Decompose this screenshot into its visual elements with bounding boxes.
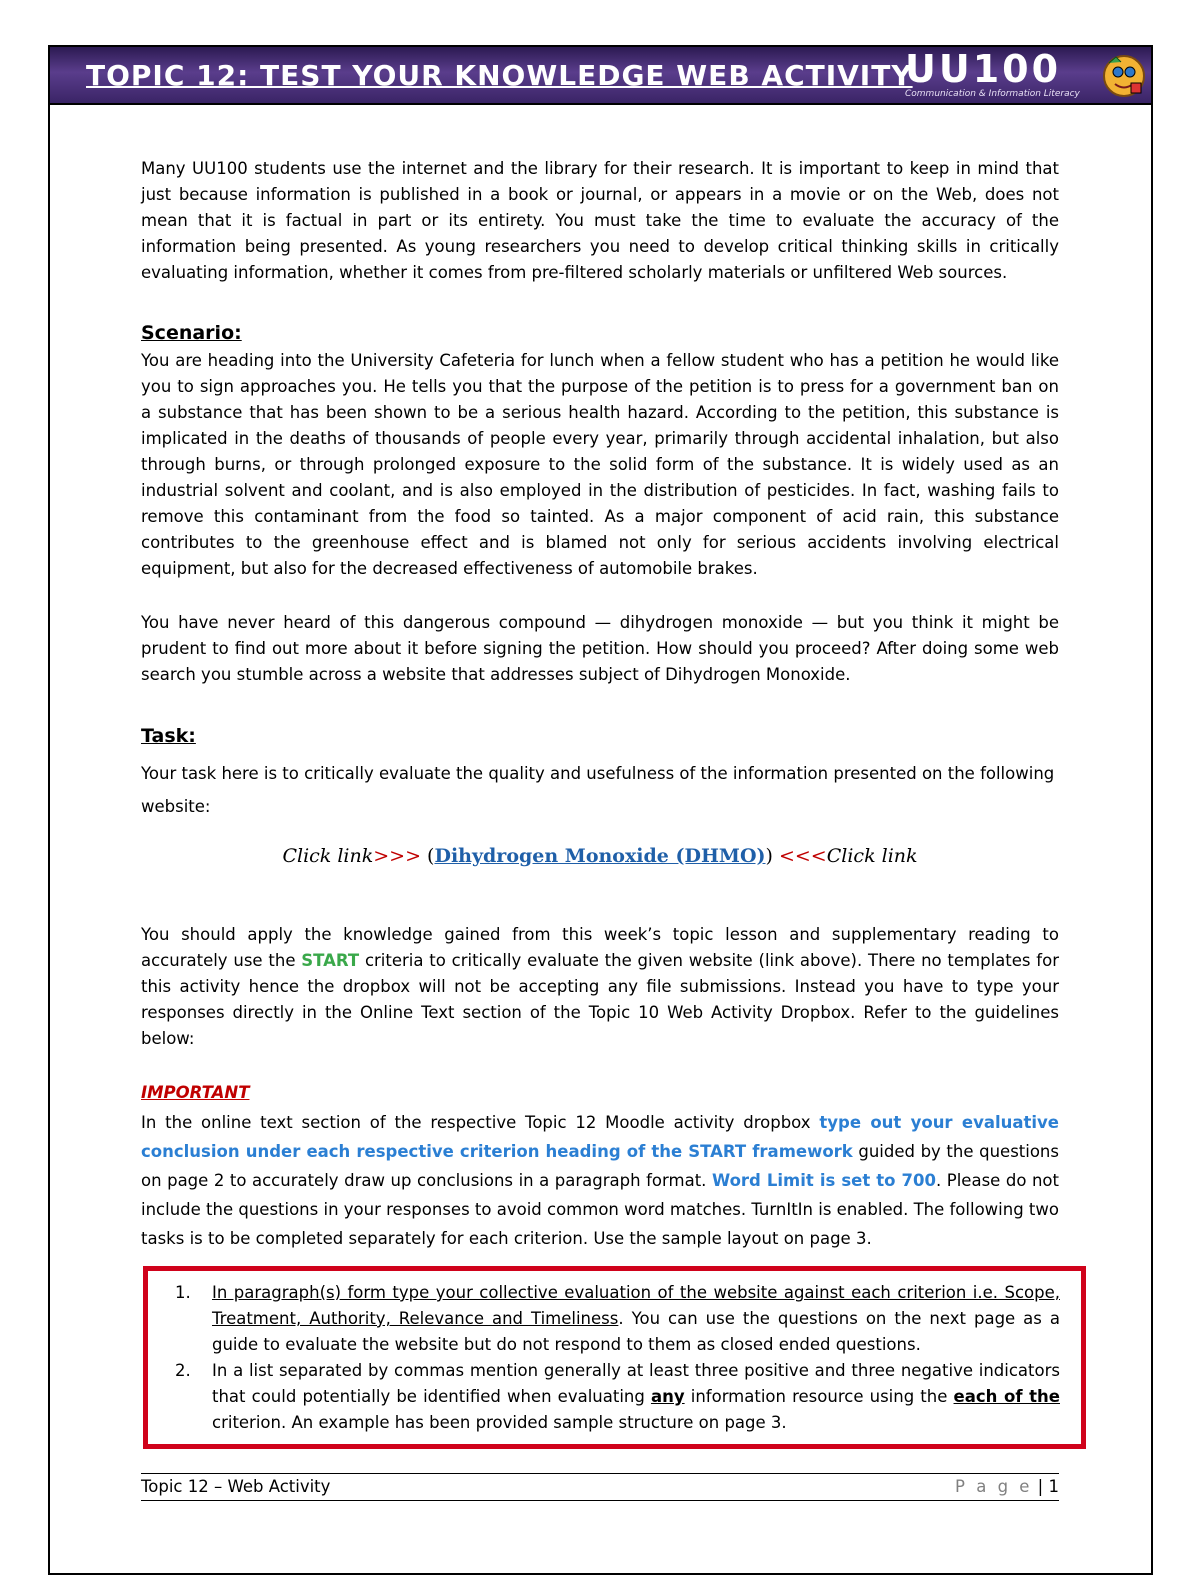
list-item-text: information resource using the bbox=[684, 1387, 954, 1406]
arrows-right: >>> bbox=[373, 845, 422, 867]
header-banner bbox=[48, 45, 1153, 105]
list-item-emphasis: each of the bbox=[953, 1387, 1060, 1406]
important-text-2: guided by the questions on page 2 to accurately draw up conclusions in a paragraph format. bbox=[141, 1142, 1059, 1190]
page-separator: | bbox=[1032, 1477, 1049, 1496]
list-item-text: . You can use the questions on the next page as a guide to evaluate the website but do not respond to them as closed ended questions. bbox=[212, 1309, 1060, 1354]
list-item-text: criterion. An example has been provided sample structure on page 3. bbox=[212, 1413, 787, 1432]
list-item bbox=[175, 1280, 1060, 1358]
instructions-list bbox=[175, 1280, 1060, 1436]
important-paragraph bbox=[141, 1108, 1059, 1253]
task-paragraph: Your task here is to critically evaluate the quality and usefulness of the information presented on the following website: bbox=[141, 764, 1055, 816]
apply-text-2: criteria to critically evaluate the given website (link above). There no templates for this activity hence the dropbox will not be accepting any file submissions. Instead you have to type your responses directly in the Online Text section of the Topic 10 Web Activity Dropbox. Refer to the guidelines below: bbox=[141, 951, 1059, 1048]
page-number-value: 1 bbox=[1048, 1477, 1059, 1496]
click-link-suffix: Click link bbox=[826, 845, 918, 867]
mascot-icon bbox=[1101, 53, 1147, 99]
list-number: 1. bbox=[175, 1283, 191, 1302]
task-heading: Task: bbox=[141, 725, 196, 747]
page-number bbox=[955, 1477, 1059, 1496]
footer-divider-bottom bbox=[141, 1500, 1059, 1501]
scenario-paragraph-2: You have never heard of this dangerous compound — dihydrogen monoxide — but you think it might be prudent to find out more about it before signing the petition. How should you proceed? After doing some web search you stumble across a website that addresses subject of Dihydrogen Monoxide. bbox=[141, 613, 1059, 684]
list-item bbox=[175, 1358, 1060, 1436]
page-label: P a g e bbox=[955, 1477, 1033, 1496]
click-link-prefix: Click link bbox=[282, 845, 374, 867]
paren-close: ) bbox=[765, 845, 779, 867]
dhmo-link-line bbox=[0, 845, 1200, 867]
logo-text: UU100 bbox=[905, 47, 1062, 91]
apply-paragraph bbox=[141, 922, 1059, 1052]
important-text-3: . Please do not include the questions in your responses to avoid common word matches. TurnItIn is enabled. The following two tasks is to be completed separately for each criterion. Use the sample layout on page 3. bbox=[141, 1171, 1059, 1248]
start-keyword: START bbox=[301, 951, 360, 970]
footer-divider bbox=[141, 1473, 1059, 1474]
list-number: 2. bbox=[175, 1361, 191, 1380]
important-text-1: In the online text section of the respective Topic 12 Moodle activity dropbox bbox=[141, 1113, 820, 1132]
apply-text-1: You should apply the knowledge gained from this week’s topic lesson and supplementary reading to accurately use the bbox=[141, 925, 1059, 970]
important-heading: IMPORTANT bbox=[141, 1083, 250, 1102]
word-limit-highlight: Word Limit is set to 700 bbox=[711, 1171, 936, 1190]
list-item-text: In a list separated by commas mention generally at least three positive and three negative indicators that could potentially be identified when evaluating bbox=[212, 1361, 1060, 1406]
page-title: TOPIC 12: TEST YOUR KNOWLEDGE WEB ACTIVITY bbox=[86, 59, 913, 92]
paren-open: ( bbox=[421, 845, 435, 867]
footer-title: Topic 12 – Web Activity bbox=[141, 1477, 331, 1496]
intro-paragraph: Many UU100 students use the internet and the library for their research. It is important to keep in mind that just because information is published in a book or journal, or appears in a movie or on the Web, does not mean that it is factual in part or its entirety. You must take the time to evaluate the accuracy of the information being presented. As young researchers you need to develop critical thinking skills in critically evaluating information, whether it comes from pre-filtered scholarly materials or unfiltered Web sources. bbox=[141, 159, 1059, 282]
list-item-emphasis: any bbox=[650, 1387, 685, 1406]
important-highlight-1: type out your evaluative conclusion under each respective criterion heading of the START framework bbox=[141, 1113, 1059, 1161]
scenario-heading: Scenario: bbox=[141, 322, 242, 344]
list-item-underlined: In paragraph(s) form type your collective evaluation of the website against each criterion i.e. Scope, Treatment, Authority, Relevance and Timeliness bbox=[212, 1283, 1060, 1328]
logo-subtitle: Communication & Information Literacy bbox=[905, 89, 1080, 99]
scenario-paragraph-1: You are heading into the University Cafeteria for lunch when a fellow student who has a petition he would like you to sign approaches you. He tells you that the purpose of the petition is to press for a government ban on a substance that has been shown to be a serious health hazard. According to the petition, this substance is implicated in the deaths of thousands of people every year, primarily through accidental inhalation, but also through burns, or through prolonged exposure to the solid form of the substance. It is widely used as an industrial solvent and coolant, and is also employed in the distribution of pesticides. In fact, washing fails to remove this contaminant from the food so tainted. As a major component of acid rain, this substance contributes to the greenhouse effect and is blamed not only for serious accidents involving electrical equipment, but also for the decreased effectiveness of automobile brakes. bbox=[141, 351, 1059, 578]
arrows-left: <<< bbox=[778, 845, 827, 867]
uu100-logo bbox=[905, 47, 1145, 103]
dhmo-link[interactable]: Dihydrogen Monoxide (DHMO) bbox=[434, 845, 766, 867]
